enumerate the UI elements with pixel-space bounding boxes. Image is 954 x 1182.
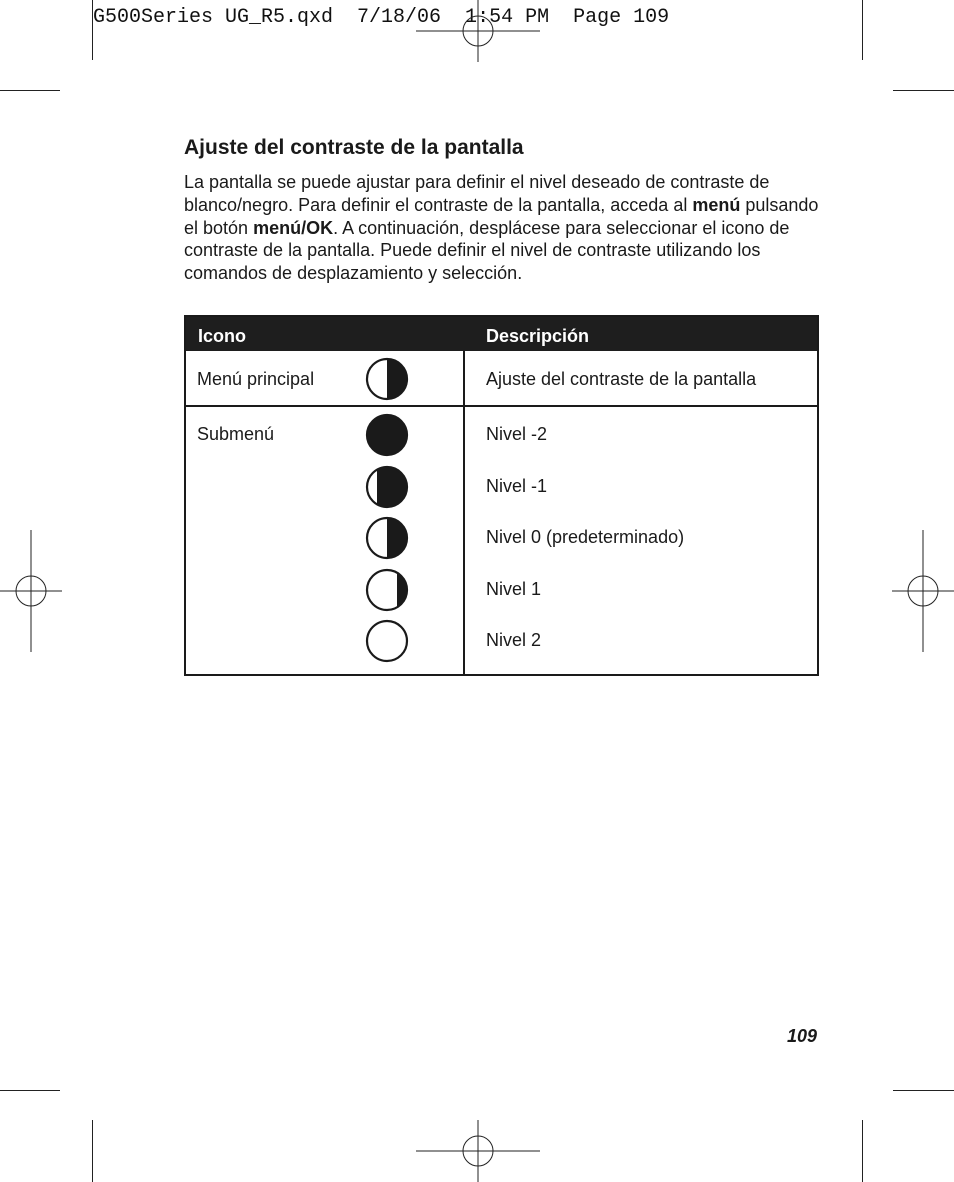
section-heading: Ajuste del contraste de la pantalla xyxy=(184,136,524,159)
main-menu-label: Menú principal xyxy=(197,369,315,389)
registration-mark-bottom xyxy=(416,1120,540,1182)
level-description: Nivel 2 xyxy=(486,630,542,650)
crop-mark-top-left-v xyxy=(92,0,93,60)
paragraph-bold-menu-ok: menú/OK xyxy=(253,217,334,238)
contrast-table xyxy=(184,315,819,676)
crop-mark-top-right-v xyxy=(862,0,863,60)
header-description-column: Descripción xyxy=(486,326,590,346)
crop-mark-top-left-h xyxy=(0,90,60,91)
paragraph-text: La pantalla se puede ajustar para definir el nivel deseado de contraste de blanco/negro. Para definir el contraste de la pantalla, acceda al xyxy=(184,172,770,215)
crop-mark-bottom-right-h xyxy=(893,1090,954,1091)
contrast-half-icon xyxy=(365,516,409,565)
contrast-mostly-dark-icon xyxy=(365,465,409,514)
level-description: Nivel 0 (predeterminado) xyxy=(486,527,685,547)
level-description: Nivel -1 xyxy=(486,475,548,496)
submenu-label: Submenú xyxy=(197,424,275,444)
level-description: Nivel 1 xyxy=(486,578,542,599)
header-icon-column: Icono xyxy=(198,326,246,346)
row-divider xyxy=(186,405,817,407)
registration-mark-right xyxy=(892,530,954,652)
contrast-full-dark-icon xyxy=(365,413,409,462)
registration-mark-left xyxy=(0,530,62,652)
paragraph-bold-menu: menú xyxy=(692,194,741,215)
crop-mark-bottom-left-h xyxy=(0,1090,60,1091)
crop-mark-bottom-right-v xyxy=(862,1120,863,1182)
section-paragraph xyxy=(184,171,824,285)
table-header xyxy=(186,317,817,351)
page-number: 109 xyxy=(786,1026,817,1046)
contrast-mostly-light-icon xyxy=(365,568,409,617)
print-slug: G500Series UG_R5.qxd 7/18/06 1:54 PM Page 109 xyxy=(93,6,670,29)
contrast-half-icon xyxy=(365,357,409,406)
registration-mark-top xyxy=(416,0,540,62)
level-description: Nivel -2 xyxy=(486,424,548,444)
paragraph-text: pulsando el botón xyxy=(184,194,819,238)
paragraph-text: . A continuación, desplácese para seleccionar el icono de contraste de la pantalla. Puede definir el nivel de contraste utilizando los comandos de desplazamiento y selección. xyxy=(184,217,790,284)
contrast-empty-icon xyxy=(365,619,409,668)
crop-mark-bottom-left-v xyxy=(92,1120,93,1182)
main-menu-description: Ajuste del contraste de la pantalla xyxy=(486,369,757,389)
crop-mark-top-right-h xyxy=(893,90,954,91)
column-divider xyxy=(463,351,465,674)
